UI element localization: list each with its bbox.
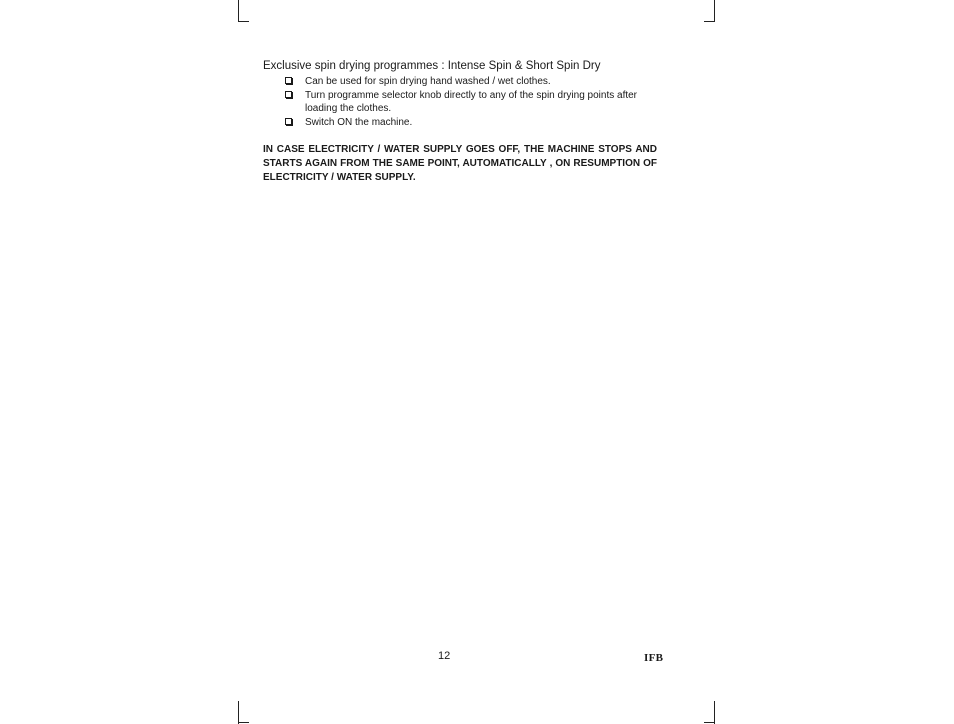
bullet-list	[263, 75, 657, 129]
crop-mark-top-left-vertical	[238, 0, 239, 22]
checkbox-icon	[285, 77, 292, 84]
list-item-text: Can be used for spin drying hand washed / wet clothes.	[305, 76, 551, 87]
crop-mark-bottom-right-horizontal	[704, 722, 715, 723]
power-failure-notice: IN CASE ELECTRICITY / WATER SUPPLY GOES OFF, THE MACHINE STOPS AND STARTS AGAIN FROM THE SAME POINT, AUTOMATICALLY , ON RESUMPTION OF ELECTRICITY / WATER SUPPLY.	[263, 144, 657, 183]
crop-mark-top-right-vertical	[714, 0, 715, 22]
list-item	[285, 116, 657, 130]
checkbox-icon	[285, 118, 292, 125]
crop-mark-bottom-right-vertical	[714, 701, 715, 724]
crop-mark-bottom-left-horizontal	[238, 722, 249, 723]
list-item	[285, 75, 657, 89]
crop-mark-top-left-horizontal	[238, 21, 249, 22]
page-content	[263, 58, 657, 195]
list-item-text: Turn programme selector knob directly to any of the spin drying points after loading the clothes.	[305, 89, 638, 114]
list-item-text: Switch ON the machine.	[305, 116, 413, 128]
checkbox-icon	[285, 91, 292, 98]
section-heading: Exclusive spin drying programmes : Intense Spin & Short Spin Dry	[263, 60, 601, 72]
page-number: 12	[438, 650, 451, 662]
list-item	[285, 89, 657, 116]
brand-logo: IFB	[644, 652, 664, 664]
crop-mark-bottom-left-vertical	[238, 701, 239, 724]
crop-mark-top-right-horizontal	[704, 21, 715, 22]
